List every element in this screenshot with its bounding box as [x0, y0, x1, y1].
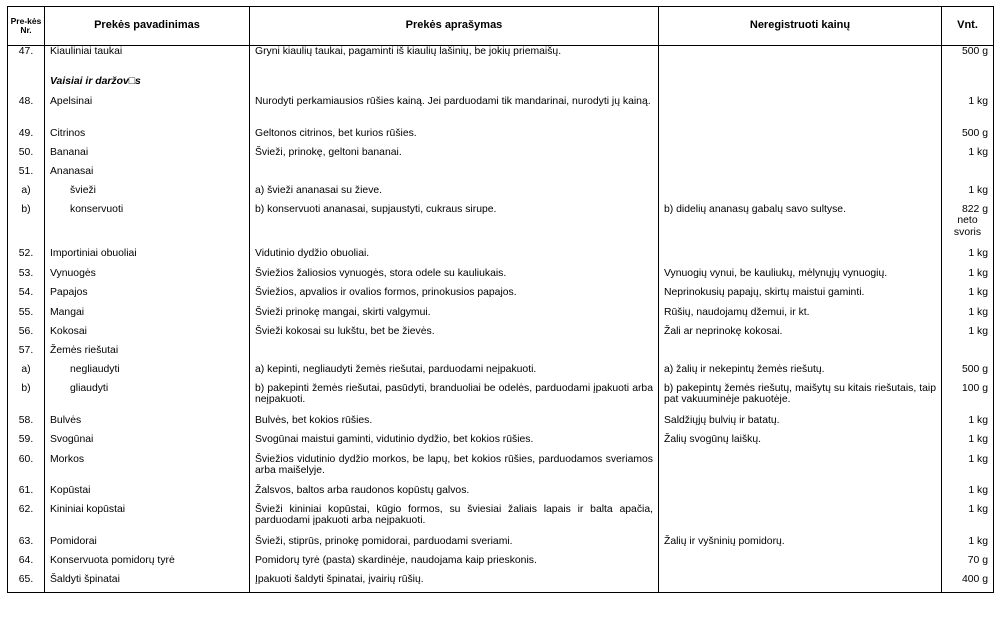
row-unregistered: Saldžiųjų bulvių ir batatų. — [659, 415, 942, 434]
row-unregistered — [659, 185, 942, 204]
row-unregistered — [659, 147, 942, 166]
row-nr: 51. — [8, 166, 45, 185]
row-unit: 1 kg — [942, 147, 994, 166]
row-unit — [942, 166, 994, 185]
row-name: konservuoti — [45, 204, 250, 248]
row-desc: Švieži, prinokę, geltoni bananai. — [250, 147, 659, 166]
row-unregistered — [659, 504, 942, 536]
row-nr: 59. — [8, 434, 45, 454]
row-desc: Švieži, stiprūs, prinokę pomidorai, parduodami sveriami. — [250, 536, 659, 555]
table-row — [8, 287, 994, 307]
row-nr: 53. — [8, 268, 45, 287]
row-unregistered — [659, 454, 942, 485]
row-name: Apelsinai — [45, 96, 250, 128]
row-unregistered: Rūšių, naudojamų džemui, ir kt. — [659, 307, 942, 326]
row-unit: 1 kg — [942, 326, 994, 345]
row-unregistered — [659, 76, 942, 96]
table-row — [8, 166, 994, 185]
row-desc — [250, 76, 659, 96]
row-nr: 58. — [8, 415, 45, 434]
row-unit: 1 kg — [942, 454, 994, 485]
row-nr: 60. — [8, 454, 45, 485]
row-desc — [250, 345, 659, 364]
table-row — [8, 415, 994, 434]
row-name: Importiniai obuoliai — [45, 248, 250, 268]
header-nr: Pre-kės Nr. — [8, 7, 45, 46]
table-row — [8, 504, 994, 536]
table-row — [8, 536, 994, 555]
table-row — [8, 454, 994, 485]
row-desc: Svogūnai maistui gaminti, vidutinio dydžio, bet kokios rūšies. — [250, 434, 659, 454]
row-unregistered — [659, 485, 942, 504]
row-unit: 500 g — [942, 46, 994, 76]
row-unit: 400 g — [942, 574, 994, 593]
row-unregistered — [659, 248, 942, 268]
row-unregistered — [659, 345, 942, 364]
table-row — [8, 383, 994, 415]
row-name: švieži — [45, 185, 250, 204]
table-row — [8, 364, 994, 383]
row-unit: 1 kg — [942, 268, 994, 287]
row-nr: b) — [8, 383, 45, 415]
row-desc: Įpakuoti šaldyti špinatai, įvairių rūšių. — [250, 574, 659, 593]
row-unit-note: neto svoris — [953, 215, 982, 238]
row-unit: 1 kg — [942, 485, 994, 504]
row-nr: 63. — [8, 536, 45, 555]
row-desc: b) pakepinti žemės riešutai, pasūdyti, branduoliai be odelės, parduodami įpakuoti arba neįpakuoti. — [250, 383, 659, 415]
table-row — [8, 185, 994, 204]
row-desc: Vidutinio dydžio obuoliai. — [250, 248, 659, 268]
row-unit: 1 kg — [942, 185, 994, 204]
row-unregistered: a) žalių ir nekepintų žemės riešutų. — [659, 364, 942, 383]
row-name: Žemės riešutai — [45, 345, 250, 364]
table-row — [8, 555, 994, 574]
row-desc — [250, 166, 659, 185]
row-unregistered — [659, 96, 942, 128]
table-row — [8, 345, 994, 364]
row-unit: 1 kg — [942, 248, 994, 268]
row-name: Bulvės — [45, 415, 250, 434]
row-name: Kiauliniai taukai — [45, 46, 250, 76]
table-row — [8, 485, 994, 504]
row-desc: Žalsvos, baltos arba raudonos kopūstų galvos. — [250, 485, 659, 504]
row-unregistered — [659, 166, 942, 185]
row-unregistered: Žalių svogūnų laiškų. — [659, 434, 942, 454]
table-row — [8, 307, 994, 326]
row-desc: Šviežios vidutinio dydžio morkos, be lapų, bet kokios rūšies, parduodamos sveriamos arba maišelyje. — [250, 454, 659, 485]
row-unit: 500 g — [942, 128, 994, 147]
row-nr: 54. — [8, 287, 45, 307]
row-nr — [8, 76, 45, 96]
row-name: Konservuota pomidorų tyrė — [45, 555, 250, 574]
row-unit: 1 kg — [942, 434, 994, 454]
row-desc: b) konservuoti ananasai, supjaustyti, cukraus sirupe. — [250, 204, 659, 248]
row-name: Kokosai — [45, 326, 250, 345]
row-desc: Gryni kiaulių taukai, pagaminti iš kiaulių lašinių, be jokių priemaišų. — [250, 46, 659, 76]
row-nr: 47. — [8, 46, 45, 76]
row-nr: 56. — [8, 326, 45, 345]
row-unregistered: Neprinokusių papajų, skirtų maistui gaminti. — [659, 287, 942, 307]
table-row — [8, 434, 994, 454]
row-name: Mangai — [45, 307, 250, 326]
row-unregistered — [659, 574, 942, 593]
row-desc: Švieži kininiai kopūstai, kūgio formos, su šviesiai žaliais lapais ir balta apačia, parduodami įpakuoti arba neįpakuoti. — [250, 504, 659, 536]
table-row — [8, 326, 994, 345]
row-desc: Švieži prinokę mangai, skirti valgymui. — [250, 307, 659, 326]
row-unit — [942, 345, 994, 364]
row-unregistered — [659, 555, 942, 574]
header-unit: Vnt. — [942, 7, 994, 46]
row-unit-cell — [942, 204, 994, 248]
row-name: gliaudyti — [45, 383, 250, 415]
row-unit — [942, 76, 994, 96]
row-unit: 1 kg — [942, 504, 994, 536]
header-desc: Prekės aprašymas — [250, 7, 659, 46]
table-row — [8, 268, 994, 287]
row-nr: 48. — [8, 96, 45, 128]
row-nr: a) — [8, 364, 45, 383]
row-name: Bananai — [45, 147, 250, 166]
section-title: Vaisiai ir daržov□s — [45, 76, 250, 96]
row-unregistered: Žali ar neprinokę kokosai. — [659, 326, 942, 345]
row-unit: 822 g — [961, 203, 988, 215]
row-unregistered: b) pakepintų žemės riešutų, maišytų su kitais riešutais, taip pat vakuuminėje pakuotėje. — [659, 383, 942, 415]
row-unregistered: b) didelių ananasų gabalų savo sultyse. — [659, 204, 942, 248]
table-row — [8, 46, 994, 76]
row-nr: 61. — [8, 485, 45, 504]
row-unregistered: Žalių ir vyšninių pomidorų. — [659, 536, 942, 555]
row-desc: Šviežios, apvalios ir ovalios formos, prinokusios papajos. — [250, 287, 659, 307]
row-name: Papajos — [45, 287, 250, 307]
row-unit: 70 g — [942, 555, 994, 574]
row-desc: Šviežios žaliosios vynuogės, stora odele su kauliukais. — [250, 268, 659, 287]
row-nr: b) — [8, 204, 45, 248]
row-nr: 52. — [8, 248, 45, 268]
header-name: Prekės pavadinimas — [45, 7, 250, 46]
row-desc: a) švieži ananasai su žieve. — [250, 185, 659, 204]
row-nr: 50. — [8, 147, 45, 166]
row-name: Vynuogės — [45, 268, 250, 287]
row-unit: 1 kg — [942, 287, 994, 307]
table-row — [8, 574, 994, 593]
row-desc: Geltonos citrinos, bet kurios rūšies. — [250, 128, 659, 147]
row-nr: 64. — [8, 555, 45, 574]
row-name: negliaudyti — [45, 364, 250, 383]
row-desc: a) kepinti, negliaudyti žemės riešutai, parduodami neįpakuoti. — [250, 364, 659, 383]
row-unit: 100 g — [942, 383, 994, 415]
row-name: Ananasai — [45, 166, 250, 185]
section-row — [8, 76, 994, 96]
table-row — [8, 248, 994, 268]
row-name: Kopūstai — [45, 485, 250, 504]
row-nr: 49. — [8, 128, 45, 147]
price-table — [7, 6, 994, 593]
row-unit: 1 kg — [942, 415, 994, 434]
row-nr: 62. — [8, 504, 45, 536]
row-desc: Nurodyti perkamiausios rūšies kainą. Jei parduodami tik mandarinai, nurodyti jų kainą. — [250, 96, 659, 128]
row-nr: 65. — [8, 574, 45, 593]
row-nr: 55. — [8, 307, 45, 326]
table-row — [8, 204, 994, 248]
table-row — [8, 128, 994, 147]
row-name: Šaldyti špinatai — [45, 574, 250, 593]
header-unregistered: Neregistruoti kainų — [659, 7, 942, 46]
row-name: Morkos — [45, 454, 250, 485]
row-name: Citrinos — [45, 128, 250, 147]
row-unregistered — [659, 128, 942, 147]
row-name: Pomidorai — [45, 536, 250, 555]
row-unit: 1 kg — [942, 536, 994, 555]
row-desc: Pomidorų tyrė (pasta) skardinėje, naudojama kaip prieskonis. — [250, 555, 659, 574]
row-unregistered — [659, 46, 942, 76]
row-unregistered: Vynuogių vynui, be kauliukų, mėlynųjų vynuogių. — [659, 268, 942, 287]
row-unit: 500 g — [942, 364, 994, 383]
row-nr: a) — [8, 185, 45, 204]
row-unit: 1 kg — [942, 307, 994, 326]
table-row — [8, 147, 994, 166]
row-unit: 1 kg — [942, 96, 994, 128]
row-nr: 57. — [8, 345, 45, 364]
row-desc: Švieži kokosai su lukštu, bet be žievės. — [250, 326, 659, 345]
row-desc: Bulvės, bet kokios rūšies. — [250, 415, 659, 434]
row-name: Kininiai kopūstai — [45, 504, 250, 536]
row-name: Svogūnai — [45, 434, 250, 454]
table-row — [8, 96, 994, 128]
header-row — [8, 7, 994, 46]
